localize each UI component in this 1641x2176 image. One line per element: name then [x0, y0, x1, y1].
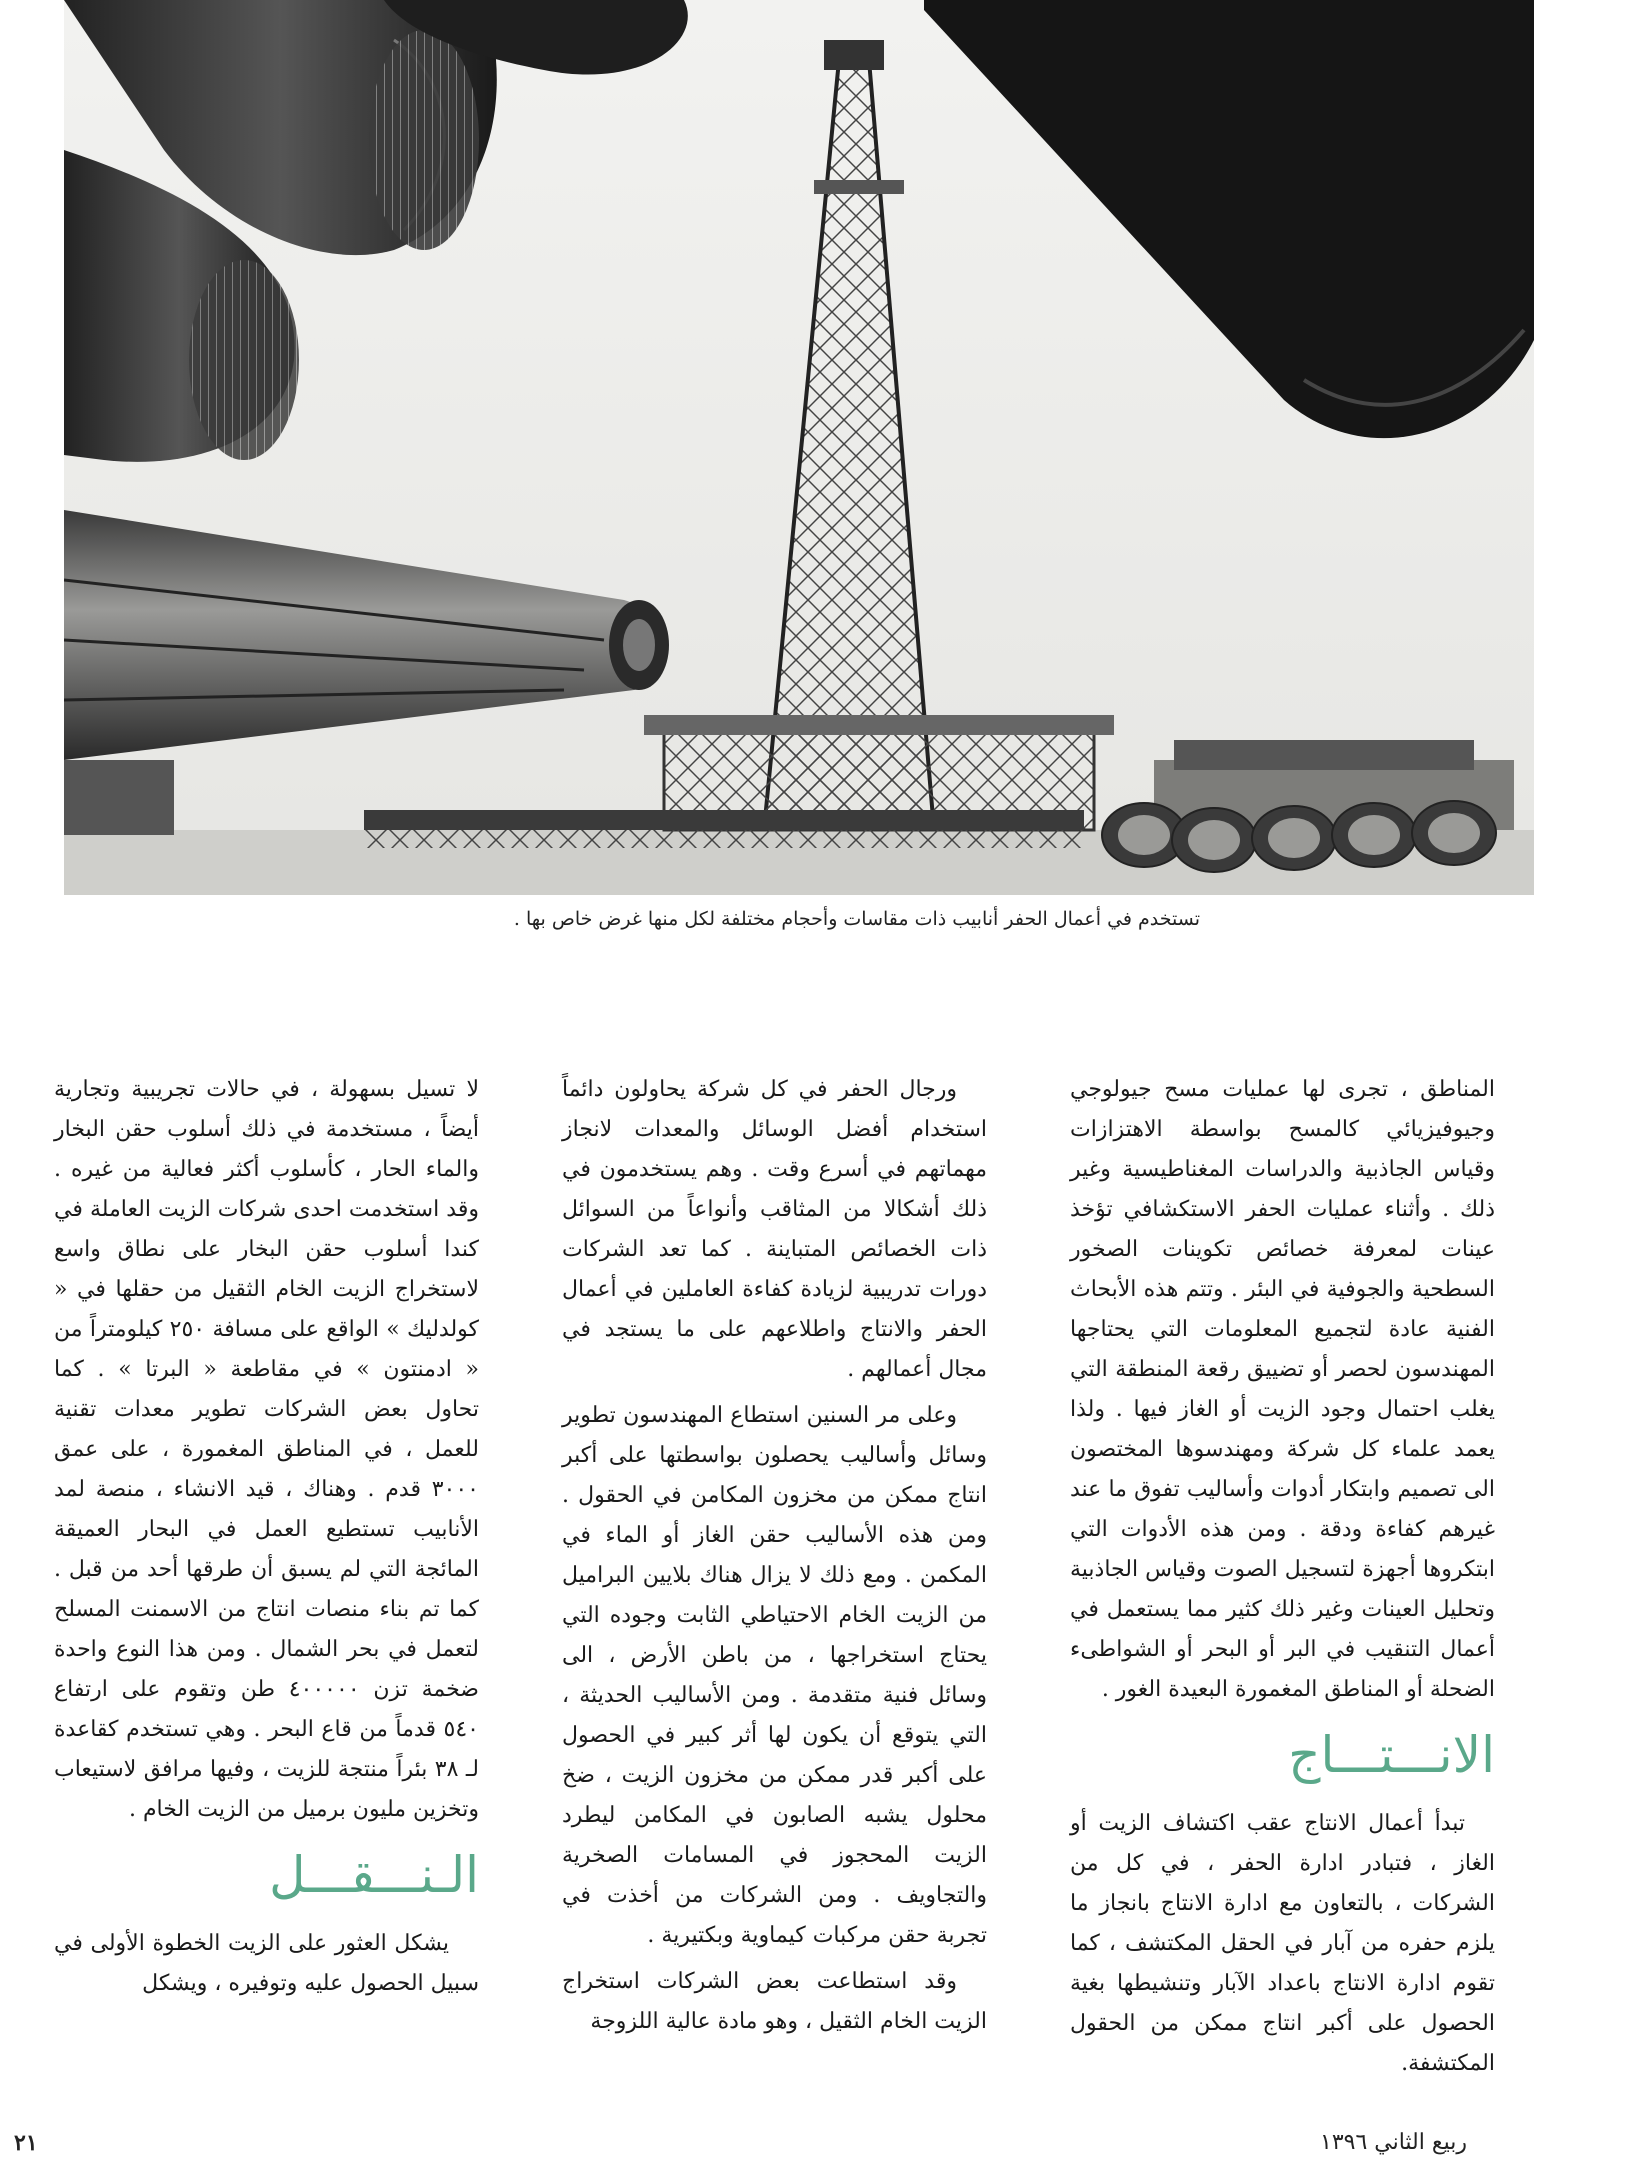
- paragraph: ورجال الحفر في كل شركة يحاولون دائماً استخدام أفضل الوسائل والمعدات لانجاز مهماتهم في أسرع وقت . وهم يستخدمون في ذلك أشكالا من المثاقب وأنواعاً من السوائل ذات الخصائص المتباينة . كما تعد الشركات دورات تدريبية لزيادة كفاءة العاملين في أعمال الحفر والانتاج واطلاعهم على ما يستجد في مجال أعمالهم .: [562, 1077, 987, 1382]
- paragraph: لا تسيل بسهولة ، في حالات تجريبية وتجارية أيضاً ، مستخدمة في ذلك أسلوب حقن البخار والماء الحار ، كأسلوب أكثر فعالية من غيره . وقد استخدمت احدى شركات الزيت العاملة في كندا أسلوب حقن البخار على نطاق واسع لاستخراج الزيت الخام الثقيل من حقلها في « كولدليك » الواقع على مسافة ٢٥٠ كيلومتراً من « ادمنتون » في مقاطعة « البرتا » . كما تحاول بعض الشركات تطوير معدات تقنية للعمل ، في المناطق المغمورة ، على عمق ٣٠٠٠ قدم . وهناك ، قيد الانشاء ، منصة لمد الأنابيب تستطيع العمل في البحار العميقة المائجة التي لم يسبق أن طرقها أحد من قبل . كما تم بناء منصات انتاج من الاسمنت المسلح لتعمل في بحر الشمال . ومن هذا النوع واحدة ضخمة تزن ٤٠٠٠٠٠ طن وتقوم على ارتفاع ٥٤٠ قدماً من قاع البحر . وهي تستخدم كقاعدة لـ ٣٨ بئراً منتجة للزيت ، وفيها مرافق لاستيعاب وتخزين مليون برميل من الزيت الخام .: [54, 1077, 479, 1822]
- paragraph: يشكل العثور على الزيت الخطوة الأولى في سبيل الحصول عليه وتوفيره ، ويشكل: [54, 1931, 479, 1996]
- drilling-rig-photo: [64, 0, 1534, 895]
- column-right: [1070, 1070, 1495, 2090]
- paragraph: وقد استطاعت بعض الشركات استخراج الزيت الخام الثقيل ، وهو مادة عالية اللزوجة: [562, 1969, 987, 2034]
- issue-date: ربيع الثاني ١٣٩٦: [1320, 2130, 1467, 2155]
- column-middle: [562, 1070, 987, 2048]
- paragraph: وعلى مر السنين استطاع المهندسون تطوير وسائل وأساليب يحصلون بواسطتها على أكبر انتاج ممكن من مخزون المكامن في الحقول . ومن هذه الأساليب حقن الغاز أو الماء في المكمن . ومع ذلك لا يزال هناك بلايين البراميل من الزيت الخام الاحتياطي الثابت وجوده التي يحتاج استخراجها ، من باطن الأرض ، الى وسائل فنية متقدمة . ومن الأساليب الحديثة ، التي يتوقع أن يكون لها أثر كبير في الحصول على أكبر قدر ممكن من مخزون الزيت ، ضخ محلول يشبه الصابون في المكامن ليطرد الزيت المحجوز في المسامات الصخرية والتجاويف . ومن الشركات من أخذت في تجربة حقن مركبات كيماوية وبكتيرية .: [562, 1403, 987, 1948]
- paragraph: المناطق ، تجرى لها عمليات مسح جيولوجي وجيوفيزيائي كالمسح بواسطة الاهتزازات وقياس الجاذبية والدراسات المغناطيسية وغير ذلك . وأثناء عمليات الحفر الاستكشافي تؤخذ عينات لمعرفة خصائص تكوينات الصخور السطحية والجوفية في البئر . وتتم هذه الأبحاث الفنية عادة لتجميع المعلومات التي يحتاجها المهندسون لحصر أو تضييق رقعة المنطقة التي يغلب احتمال وجود الزيت أو الغاز فيها . ولذا يعمد علماء كل شركة ومهندسوها المختصون الى تصميم وابتكار أدوات وأساليب تفوق ما عند غيرهم كفاءة ودقة . ومن هذه الأدوات التي ابتكروها أجهزة لتسجيل الصوت وقياس الجاذبية وتحليل العينات وغير ذلك كثير مما يستعمل في أعمال التنقيب في البر أو البحر أو الشواطىء الضحلة أو المناطق المغمورة البعيدة الغور .: [1070, 1077, 1495, 1702]
- photo-caption: تستخدم في أعمال الحفر أنابيب ذات مقاسات وأحجام مختلفة لكل منها غرض خاص بها .: [513, 908, 1200, 930]
- page-number: ٢١: [14, 2130, 38, 2156]
- paragraph: تبدأ أعمال الانتاج عقب اكتشاف الزيت أو الغاز ، فتبادر ادارة الحفر ، في كل من الشركات ، بالتعاون مع ادارة الانتاج بانجاز ما يلزم حفره من آبار في الحقل المكتشف ، كما تقوم ادارة الانتاج باعداد الآبار وتنشيطها بغية الحصول على أكبر انتاج ممكن من الحقول المكتشفة.: [1070, 1811, 1495, 2076]
- section-heading-transport: الـنـــقـــل: [269, 1846, 479, 1904]
- column-left: [54, 1070, 479, 2010]
- section-heading-production: الانـــتـــاج: [1288, 1726, 1495, 1784]
